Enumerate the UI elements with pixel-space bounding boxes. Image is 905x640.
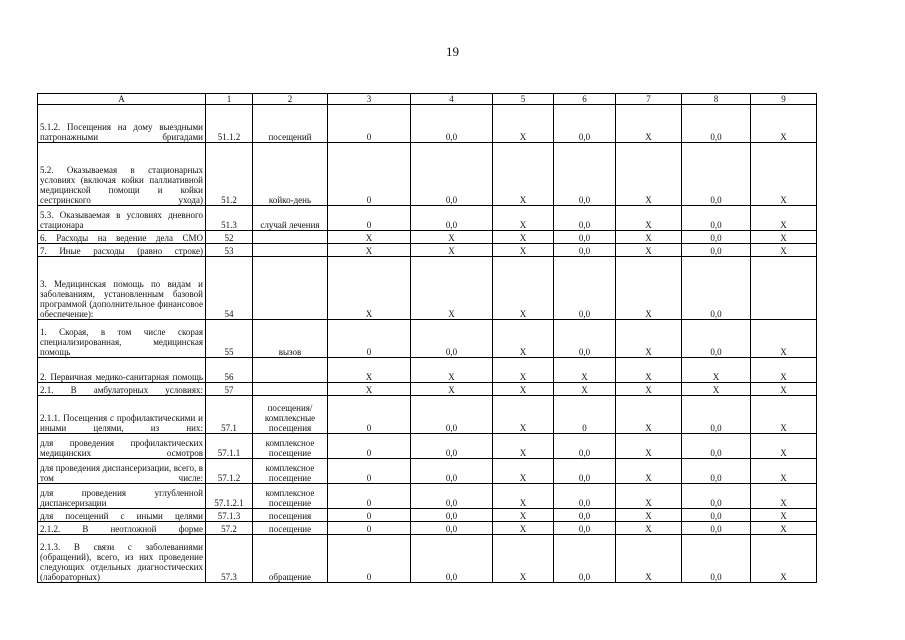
row-code: 55 [206, 320, 253, 358]
table-row [38, 522, 817, 535]
value-cell: 0,0 [411, 484, 493, 509]
value-cell: 0 [554, 396, 616, 434]
value-cell: 0,0 [554, 484, 616, 509]
row-code: 57.1.2 [206, 459, 253, 484]
value-cell: X [493, 509, 554, 522]
value-cell: 0,0 [682, 509, 751, 522]
row-label: 7. Иные расходы (равно строке) [38, 244, 206, 257]
table-row [38, 231, 817, 244]
value-cell: 0,0 [411, 509, 493, 522]
unit-cell [253, 244, 328, 257]
row-code: 51.3 [206, 206, 253, 231]
value-cell: 0,0 [554, 231, 616, 244]
row-label: 2.1.1. Посещения с профилактическими и иными целями, из них: [38, 396, 206, 434]
value-cell: X [493, 358, 554, 383]
unit-cell: посещения [253, 509, 328, 522]
table-row [38, 535, 817, 583]
row-code: 57.1.3 [206, 509, 253, 522]
value-cell: X [616, 484, 682, 509]
table-row [38, 143, 817, 206]
value-cell: 0,0 [554, 105, 616, 143]
header-row [38, 94, 817, 105]
value-cell: X [751, 484, 817, 509]
value-cell: 0 [328, 143, 411, 206]
value-cell: X [328, 244, 411, 257]
value-cell: X [493, 434, 554, 459]
value-cell: 0,0 [554, 244, 616, 257]
value-cell: 0,0 [682, 434, 751, 459]
value-cell: X [616, 535, 682, 583]
table-row [38, 484, 817, 509]
value-cell: 0,0 [554, 522, 616, 535]
value-cell [751, 257, 817, 320]
value-cell: X [751, 105, 817, 143]
value-cell: 0,0 [682, 535, 751, 583]
value-cell: X [493, 206, 554, 231]
table-row [38, 459, 817, 484]
unit-cell [253, 231, 328, 244]
table-row [38, 257, 817, 320]
value-cell: X [751, 358, 817, 383]
value-cell: 0,0 [411, 105, 493, 143]
row-label: 3. Медицинская помощь по видам и заболеваниям, установленным базовой программой (дополнительное финансовое обеспечение): [38, 257, 206, 320]
unit-cell: комплексное посещение [253, 434, 328, 459]
row-label: для проведения профилактических медицинских осмотров [38, 434, 206, 459]
row-label: 5.3. Оказываемая в условиях дневного стационара [38, 206, 206, 231]
value-cell: X [493, 522, 554, 535]
value-cell: X [411, 383, 493, 396]
value-cell: X [493, 244, 554, 257]
value-cell: 0,0 [411, 396, 493, 434]
value-cell: 0 [328, 396, 411, 434]
value-cell: 0,0 [554, 459, 616, 484]
table-row [38, 434, 817, 459]
row-code: 51.1.2 [206, 105, 253, 143]
unit-cell: посещения/ комплексные посещения [253, 396, 328, 434]
value-cell: X [493, 484, 554, 509]
value-cell: 0,0 [682, 143, 751, 206]
row-code: 57.1.1 [206, 434, 253, 459]
value-cell: X [751, 143, 817, 206]
row-code: 54 [206, 257, 253, 320]
row-label: 2.1.3. В связи с заболеваниями (обращений), всего, из них проведение следующих отдельных диагностических (лабораторных) [38, 535, 206, 583]
value-cell: X [751, 396, 817, 434]
value-cell: X [616, 358, 682, 383]
row-label: 2. Первичная медико-санитарная помощь [38, 358, 206, 383]
row-code: 57.3 [206, 535, 253, 583]
value-cell: X [751, 383, 817, 396]
value-cell: 0 [328, 509, 411, 522]
row-label: 5.2. Оказываемая в стационарных условиях (включая койки паллиативной медицинской помощи и койки сестринского ухода) [38, 143, 206, 206]
row-code: 57 [206, 383, 253, 396]
column-header: А [38, 94, 206, 105]
column-header: 8 [682, 94, 751, 105]
value-cell: 0,0 [554, 320, 616, 358]
unit-cell: посещений [253, 105, 328, 143]
value-cell: X [751, 509, 817, 522]
value-cell: X [682, 358, 751, 383]
value-cell: 0,0 [554, 509, 616, 522]
value-cell: X [493, 459, 554, 484]
value-cell: 0,0 [682, 320, 751, 358]
value-cell: X [411, 244, 493, 257]
value-cell: X [616, 522, 682, 535]
value-cell: X [751, 231, 817, 244]
value-cell: X [616, 383, 682, 396]
value-cell: 0 [328, 459, 411, 484]
unit-cell [253, 383, 328, 396]
unit-cell: вызов [253, 320, 328, 358]
table-row [38, 358, 817, 383]
column-header: 3 [328, 94, 411, 105]
value-cell: 0,0 [554, 143, 616, 206]
value-cell: 0,0 [554, 257, 616, 320]
value-cell: X [411, 358, 493, 383]
value-cell: X [682, 383, 751, 396]
row-code: 56 [206, 358, 253, 383]
table-row [38, 320, 817, 358]
value-cell: X [616, 434, 682, 459]
value-cell: 0,0 [554, 535, 616, 583]
unit-cell: обращение [253, 535, 328, 583]
value-cell: 0 [328, 484, 411, 509]
unit-cell: комплексное посещение [253, 484, 328, 509]
value-cell: X [493, 320, 554, 358]
value-cell: X [616, 231, 682, 244]
column-header: 1 [206, 94, 253, 105]
value-cell: X [328, 383, 411, 396]
table-row [38, 396, 817, 434]
value-cell: 0 [328, 206, 411, 231]
column-header: 2 [253, 94, 328, 105]
value-cell: X [493, 535, 554, 583]
value-cell: 0,0 [682, 244, 751, 257]
value-cell: 0 [328, 522, 411, 535]
unit-cell [253, 257, 328, 320]
column-header: 7 [616, 94, 682, 105]
value-cell: X [751, 522, 817, 535]
table-row [38, 383, 817, 396]
value-cell: X [411, 231, 493, 244]
value-cell: 0,0 [682, 206, 751, 231]
value-cell: X [751, 459, 817, 484]
value-cell: X [751, 535, 817, 583]
value-cell: X [328, 257, 411, 320]
value-cell: X [751, 434, 817, 459]
data-table [37, 93, 817, 583]
value-cell: 0,0 [682, 257, 751, 320]
row-code: 57.1 [206, 396, 253, 434]
table-row [38, 509, 817, 522]
table-row [38, 244, 817, 257]
value-cell: 0,0 [554, 434, 616, 459]
value-cell: 0,0 [411, 206, 493, 231]
value-cell: 0 [328, 434, 411, 459]
column-header: 9 [751, 94, 817, 105]
value-cell: 0,0 [682, 522, 751, 535]
value-cell: 0,0 [411, 320, 493, 358]
value-cell: X [751, 320, 817, 358]
value-cell: 0,0 [554, 206, 616, 231]
row-code: 57.2 [206, 522, 253, 535]
row-code: 57.1.2.1 [206, 484, 253, 509]
value-cell: 0,0 [411, 143, 493, 206]
value-cell: X [751, 206, 817, 231]
table-row [38, 206, 817, 231]
value-cell: X [554, 358, 616, 383]
value-cell: X [493, 143, 554, 206]
value-cell: X [616, 396, 682, 434]
table-row [38, 105, 817, 143]
value-cell: 0 [328, 320, 411, 358]
unit-cell: случай лечения [253, 206, 328, 231]
value-cell: X [493, 231, 554, 244]
value-cell: X [616, 509, 682, 522]
value-cell: X [616, 143, 682, 206]
row-label: 5.1.2. Посещения на дому выездными патронажными бригадами [38, 105, 206, 143]
row-label: 2.1. В амбулаторных условиях: [38, 383, 206, 396]
unit-cell: койко-день [253, 143, 328, 206]
value-cell: X [493, 105, 554, 143]
value-cell: X [411, 257, 493, 320]
value-cell: X [616, 206, 682, 231]
value-cell: 0,0 [682, 105, 751, 143]
unit-cell: посещение [253, 522, 328, 535]
value-cell: X [554, 383, 616, 396]
value-cell: 0,0 [682, 231, 751, 244]
row-label: для посещений с иными целями [38, 509, 206, 522]
row-label: 6. Расходы на ведение дела СМО [38, 231, 206, 244]
value-cell: 0,0 [411, 459, 493, 484]
row-code: 53 [206, 244, 253, 257]
value-cell: X [616, 459, 682, 484]
value-cell: 0,0 [682, 484, 751, 509]
row-code: 51.2 [206, 143, 253, 206]
value-cell: 0,0 [411, 522, 493, 535]
value-cell: X [493, 257, 554, 320]
column-header: 5 [493, 94, 554, 105]
row-label: 1. Скорая, в том числе скорая специализированная, медицинская помощь [38, 320, 206, 358]
value-cell: 0 [328, 535, 411, 583]
row-label: для проведения диспансеризации, всего, в том числе: [38, 459, 206, 484]
row-label: для проведения углубленной диспансеризации [38, 484, 206, 509]
value-cell: X [751, 244, 817, 257]
value-cell: X [616, 244, 682, 257]
value-cell: X [616, 105, 682, 143]
value-cell: X [328, 231, 411, 244]
value-cell: 0,0 [682, 459, 751, 484]
value-cell: 0 [328, 105, 411, 143]
value-cell: 0,0 [411, 535, 493, 583]
unit-cell [253, 358, 328, 383]
value-cell: X [616, 257, 682, 320]
column-header: 6 [554, 94, 616, 105]
unit-cell: комплексное посещение [253, 459, 328, 484]
value-cell: X [616, 320, 682, 358]
row-label: 2.1.2. В неотложной форме [38, 522, 206, 535]
value-cell: X [493, 383, 554, 396]
value-cell: X [493, 396, 554, 434]
value-cell: 0,0 [682, 396, 751, 434]
row-code: 52 [206, 231, 253, 244]
value-cell: X [328, 358, 411, 383]
value-cell: 0,0 [411, 434, 493, 459]
page-number: 19 [446, 44, 459, 59]
column-header: 4 [411, 94, 493, 105]
